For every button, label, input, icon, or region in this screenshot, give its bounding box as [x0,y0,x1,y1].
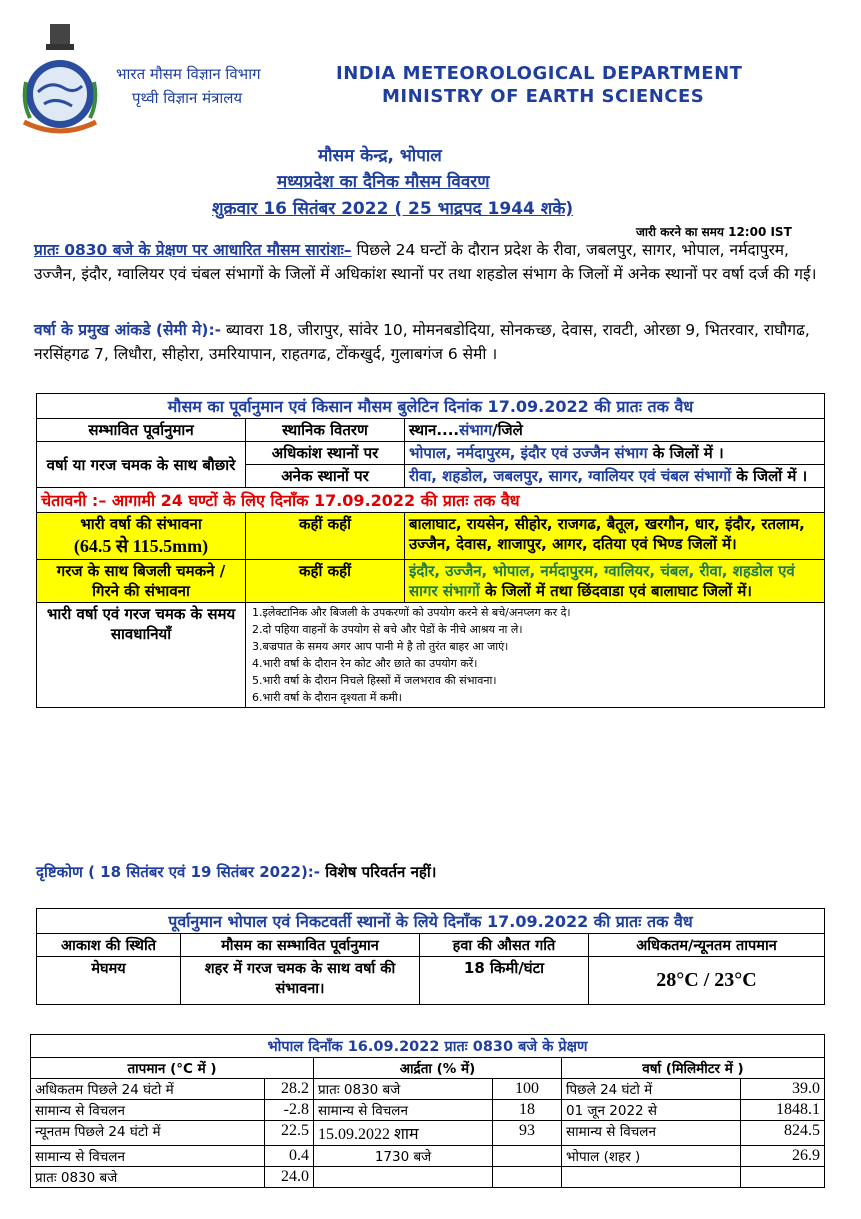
forecast-table-title: मौसम का पूर्वानुमान एवं किसान मौसम बुलेटिन दिनांक 17.09.2022 की प्रातः तक वैध [37,394,825,419]
report-date: शुक्रवार 16 सितंबर 2022 ( 25 भाद्रपद 1944 शके) [212,199,574,219]
obs-cell: सामान्य से विचलन [314,1100,493,1121]
precaution-item: 1.इलेक्टानिक और बिजली के उपकरणों को उपयोग करने से बचे/अनप्लग कर दे। [252,606,571,619]
heavy-rain-distribution: कहीं कहीं [246,513,405,560]
obs-cell: 15.09.2022 शाम [314,1121,493,1146]
heavy-rain-label [37,513,246,560]
thunder-places [405,560,825,603]
temperature-header: तापमान (°C में ) [31,1058,314,1079]
observation-title: भोपाल दिनाँक 16.09.2022 प्रातः 0830 बजे के प्रेक्षण [31,1035,825,1058]
precaution-item: 6.भारी वर्षा के दौरान दृश्यता में कमी। [252,691,402,704]
obs-cell: 824.5 [741,1121,825,1146]
weather-header: मौसम का सम्भावित पूर्वानुमान [181,934,420,957]
precaution-item: 5.भारी वर्षा के दौरान निचले हिस्सों में जलभराव की संभावना। [252,674,497,687]
obs-cell: सामान्य से विचलन [31,1146,265,1167]
row1-suffix: के जिलों में । [647,444,724,462]
row1-places [405,442,825,465]
precautions-list [246,603,825,708]
rainfall-header: वर्षा (मिलिमीटर में ) [562,1058,825,1079]
obs-cell [562,1167,741,1188]
bhopal-forecast-table [36,908,825,1005]
sky-header: आकाश की स्थिति [37,934,181,957]
weather-value: शहर में गरज चमक के साथ वर्षा की संभावना। [181,957,420,1005]
obs-cell: 24.0 [265,1167,314,1188]
ministry-english-name: MINISTRY OF EARTH SCIENCES [382,86,705,107]
col-places-part1: स्थान.... [409,421,460,439]
col-distribution-header: स्थानिक वितरण [246,419,405,442]
issue-time: जारी करने का समय 12:00 IST [636,225,792,239]
obs-cell: 01 जून 2022 से [562,1100,741,1121]
obs-cell: प्रातः 0830 बजे [31,1167,265,1188]
outlook-text: विशेष परिवर्तन नहीं। [320,863,437,881]
thunder-label: गरज के साथ बिजली चमकने / गिरने की संभावना [37,560,246,603]
rainfall-figures [34,318,824,366]
obs-cell: 18 [493,1100,562,1121]
wind-header: हवा की औसत गति [420,934,589,957]
obs-cell [493,1167,562,1188]
humidity-header: आर्द्रता (% में) [314,1058,562,1079]
precautions-label: भारी वर्षा एवं गरज चमक के समय सावधानियॉं [37,603,246,708]
obs-cell: 93 [493,1121,562,1146]
obs-cell: सामान्य से विचलन [31,1100,265,1121]
heavy-rain-label-text: भारी वर्षा की संभावना [80,515,202,533]
summary-text: पिछले 24 घन्टों के दौरान प्रदेश के रीवा, जबलपुर, सागर, भोपाल, नर्मदापुरम, उज्जैन, इंदौर, ग्वालियर एवं चंबल संभागों के जिलों में अधिकांश स्थानों पर तथा शहडोल संभाग के जिलों में अनेक स्थानों पर वर्षा दर्ज की गई। [34,241,817,283]
col-forecast-header: सम्भावित पूर्वानुमान [37,419,246,442]
imd-logo [20,22,100,137]
summary-heading: प्रातः 0830 बजे के प्रेक्षण पर आधारित मौसम सारांशः– [34,241,352,259]
col-places-part3: /जिले [492,421,523,439]
row2-suffix: के जिलों में । [731,467,808,485]
obs-cell: अधिकतम पिछले 24 घंटो में [31,1079,265,1100]
thunder-distribution: कहीं कहीं [246,560,405,603]
thunder-suffix: के जिलों में तथा छिंदवाडा एवं बालाघाट जिलों में। [479,582,752,600]
outlook [36,862,436,882]
weather-summary [34,238,824,286]
rainfall-heading: वर्षा के प्रमुख आंकडे (सेमी मे):- [34,321,222,339]
forecast-event: वर्षा या गरज चमक के साथ बौछारे [37,442,246,488]
rainfall-text: ब्यावरा 18, जीरापुर, सांवेर 10, मोमनबडोदिया, सोनकच्छ, देवास, रावटी, ओरछा 9, भितरवार, राघौगढ, नरसिंहगढ 7, लिधौरा, सीहोरा, उमरियापान, राहतगढ, टोंकखुर्द, गुलाबगंज 6 सेमी । [34,321,810,363]
obs-cell: सामान्य से विचलन [562,1121,741,1146]
obs-cell: 1730 बजे [314,1146,493,1167]
obs-cell [314,1167,493,1188]
obs-cell [493,1146,562,1167]
heavy-rain-places: बालाघाट, रायसेन, सीहोर, राजगढ, बैतूल, खरगौन, धार, इंदौर, रतलाम, उज्जैन, देवास, शाजापुर, आगर, दतिया एवं भिण्ड जिलों में। [405,513,825,560]
obs-cell: 22.5 [265,1121,314,1146]
obs-cell: 0.4 [265,1146,314,1167]
obs-cell: 1848.1 [741,1100,825,1121]
obs-cell: 28.2 [265,1079,314,1100]
precaution-item: 3.बज्रपात के समय अगर आप पानी मे है तो तुरंत बाहर आ जाएं। [252,640,509,653]
dept-english-name: INDIA METEOROLOGICAL DEPARTMENT [336,63,743,84]
obs-cell: भोपाल (शहर ) [562,1146,741,1167]
row2-distribution: अनेक स्थानों पर [246,465,405,488]
temp-value: 28°C / 23°C [589,957,825,1005]
obs-cell [741,1167,825,1188]
obs-cell: 26.9 [741,1146,825,1167]
temp-header: अधिकतम/न्यूनतम तापमान [589,934,825,957]
obs-cell: पिछले 24 घंटो में [562,1079,741,1100]
warning-title: चेतावनी :– आगामी 24 घण्टों के लिए दिनाँक 17.09.2022 की प्रातः तक वैध [37,488,825,513]
obs-cell: -2.8 [265,1100,314,1121]
report-title: मध्यप्रदेश का दैनिक मौसम विवरण [277,172,490,192]
row1-places-text: भोपाल, नर्मदापुरम, इंदौर एवं उज्जैन संभाग [409,444,648,462]
col-places-header [405,419,825,442]
outlook-heading: दृष्टिकोण ( 18 सितंबर एवं 19 सितंबर 2022):- [36,863,321,881]
ministry-hindi-name: पृथ्वी विज्ञान मंत्रालय [132,89,243,107]
precaution-item: 4.भारी वर्षा के दौरान रेन कोट और छाते का उपयोग करें। [252,657,478,670]
sky-value: मेघमय [37,957,181,1005]
wind-value: 18 किमी/घंटा [420,957,589,1005]
row2-places [405,465,825,488]
row1-distribution: अधिकांश स्थानों पर [246,442,405,465]
obs-cell: न्यूनतम पिछले 24 घंटो में [31,1121,265,1146]
precaution-item: 2.दो पहिया वाहनों के उपयोग से बचे और पेडों के नीचे आश्रय ना ले। [252,623,523,636]
dept-hindi-name: भारत मौसम विज्ञान विभाग [116,65,261,83]
forecast-warning-table [36,393,825,708]
observation-table [30,1034,825,1188]
thunder-places-text: इंदौर, उज्जैन, भोपाल, नर्मदापुरम, ग्वालियर, चंबल, रीवा, शहडोल एवं सागर संभागों [409,562,795,600]
centre-title: मौसम केन्द्र, भोपाल [318,146,442,166]
col-places-part2: संभाग [459,421,493,439]
obs-cell: प्रातः 0830 बजे [314,1079,493,1100]
row2-places-text: रीवा, शहडोल, जबलपुर, सागर, ग्वालियर एवं चंबल संभागों [409,467,732,485]
heavy-rain-range: (64.5 से 115.5mm) [73,536,209,556]
obs-cell: 100 [493,1079,562,1100]
obs-cell: 39.0 [741,1079,825,1100]
bhopal-forecast-title: पूर्वानुमान भोपाल एवं निकटवर्ती स्थानों के लिये दिनाँक 17.09.2022 की प्रातः तक वैध [37,909,825,934]
